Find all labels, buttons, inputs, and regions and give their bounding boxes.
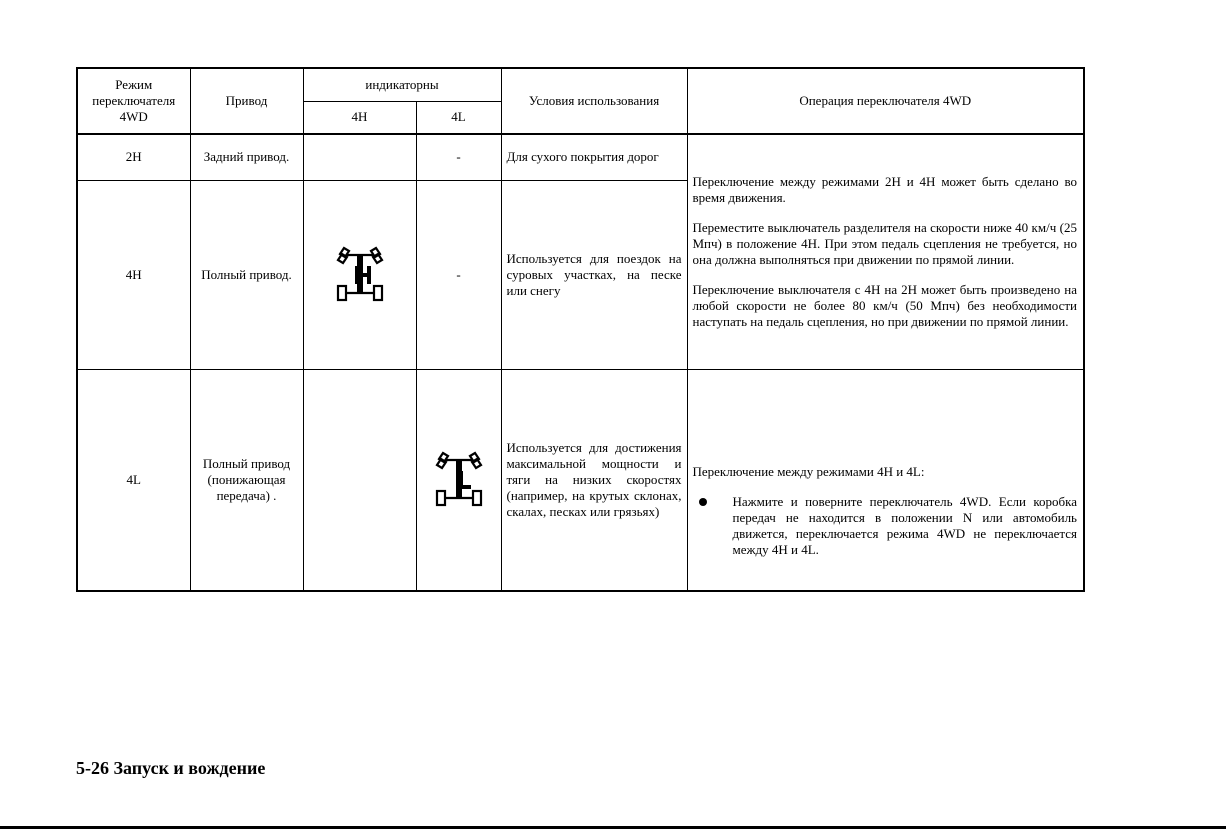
header-usage: Условия использования bbox=[501, 68, 687, 134]
operation-intro: Переключение между режимами 4H и 4L: bbox=[692, 463, 925, 479]
operation-cell-upper bbox=[687, 134, 1084, 369]
header-indicator-4l: 4L bbox=[416, 101, 501, 134]
operation-paragraph: Переключение выключателя с 4H на 2H может быть произведено на любой скорости не более 80 км/ч (50 Мпч) без необходимости наступать на педаль сцепления, но при движении по прямой линии. bbox=[692, 281, 1077, 329]
4wd-high-indicator-icon bbox=[334, 244, 386, 306]
4wd-mode-table bbox=[76, 67, 1085, 592]
operation-paragraph: Переключение между режимами 2H и 4H может быть сделано во время движения. bbox=[692, 173, 1077, 205]
usage-cell: Для сухого покрытия дорог bbox=[501, 134, 687, 180]
bullet-text: Нажмите и поверните переключатель 4WD. Если коробка передач не находится в положении N или автомобиль движется, переключается режима 4WD не переключается между 4H и 4L. bbox=[732, 493, 1077, 557]
4wd-low-indicator-icon bbox=[433, 449, 485, 511]
bullet-icon bbox=[693, 494, 733, 558]
drive-cell: Полный привод (понижающая передача) . bbox=[190, 369, 303, 591]
operation-cell-lower bbox=[687, 369, 1084, 591]
indicator-4l-cell: - bbox=[416, 180, 501, 369]
mode-cell: 4H bbox=[77, 180, 190, 369]
header-drive: Привод bbox=[190, 68, 303, 134]
table-row bbox=[77, 134, 1084, 180]
indicator-4h-cell bbox=[303, 180, 416, 369]
indicator-4h-cell bbox=[303, 134, 416, 180]
table-row bbox=[77, 369, 1084, 591]
usage-cell: Используется для достижения максимальной мощности и тяги на низких скоростях (например, на крутых склонах, скалах, песках или грязьях) bbox=[501, 369, 687, 591]
indicator-4h-cell bbox=[303, 369, 416, 591]
usage-cell: Используется для поездок на суровых участках, на песке или снегу bbox=[501, 180, 687, 369]
header-indicators: индикаторны bbox=[303, 68, 501, 101]
drive-cell: Полный привод. bbox=[190, 180, 303, 369]
drive-cell: Задний привод. bbox=[190, 134, 303, 180]
header-indicator-4h: 4H bbox=[303, 101, 416, 134]
operation-paragraph: Переместите выключатель разделителя на скорости ниже 40 км/ч (25 Мпч) в положение 4H. При этом педаль сцепления не требуется, но она должна выполняться при движении по прямой линии. bbox=[692, 219, 1077, 267]
header-mode: Режим переключателя 4WD bbox=[77, 68, 190, 134]
page-footer-label: 5-26 Запуск и вождение bbox=[76, 758, 266, 778]
indicator-4l-cell: - bbox=[416, 134, 501, 180]
indicator-4l-cell bbox=[416, 369, 501, 591]
mode-cell: 2H bbox=[77, 134, 190, 180]
header-operation: Операция переключателя 4WD bbox=[687, 68, 1084, 134]
mode-cell: 4L bbox=[77, 369, 190, 591]
header-row-top bbox=[77, 68, 1084, 101]
bullet-list-item bbox=[693, 494, 1078, 558]
